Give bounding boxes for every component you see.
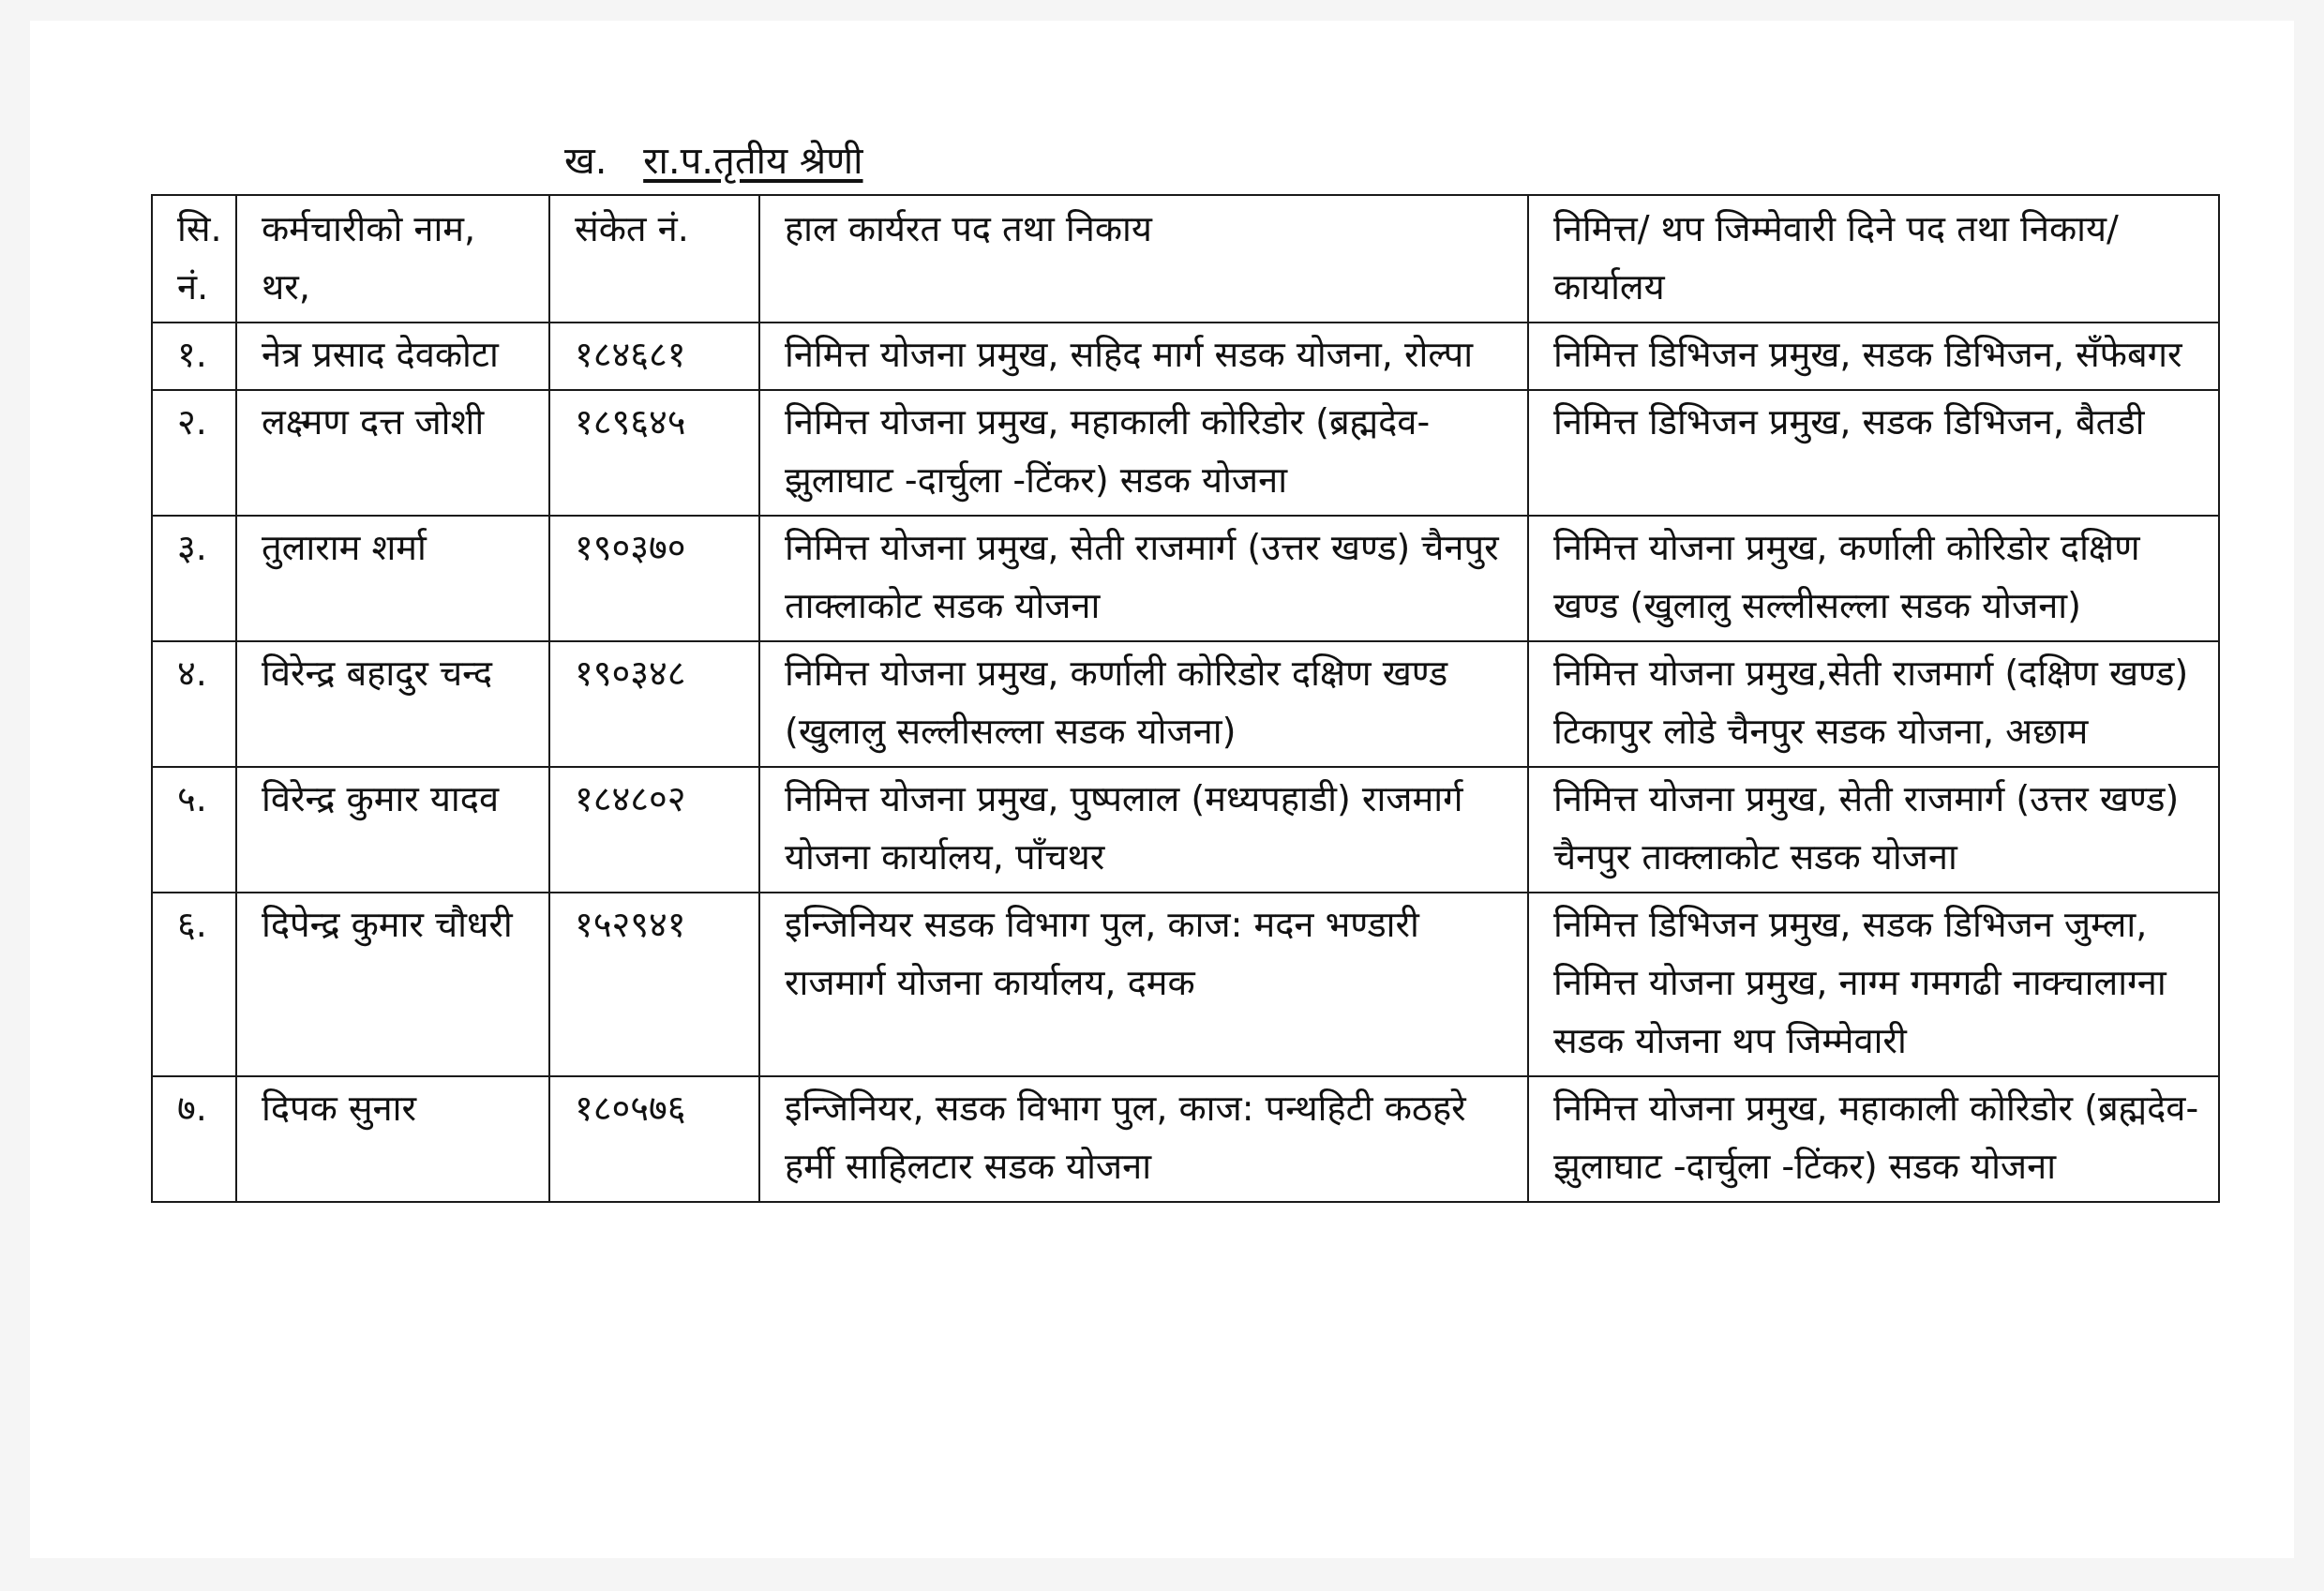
cell-serial-number: ४. (152, 641, 236, 767)
cell-assigned-post: निमित्त डिभिजन प्रमुख, सडक डिभिजन, सँफेबगर (1528, 323, 2219, 390)
cell-assigned-post: निमित्त डिभिजन प्रमुख, सडक डिभिजन, बैतडी (1528, 390, 2219, 516)
header-current-post: हाल कार्यरत पद तथा निकाय (759, 195, 1528, 323)
header-assigned-post: निमित्त/ थप जिम्मेवारी दिने पद तथा निकाय/कार्यालय (1528, 195, 2219, 323)
cell-employee-name: विरेन्द्र कुमार यादव (236, 767, 549, 893)
cell-code-number: १८४८०२ (549, 767, 759, 893)
header-code-number: संकेत नं. (549, 195, 759, 323)
cell-employee-name: दिपक सुनार (236, 1076, 549, 1202)
cell-assigned-post: निमित्त योजना प्रमुख, कर्णाली कोरिडोर दक्षिण खण्ड (खुलालु सल्लीसल्ला सडक योजना) (1528, 516, 2219, 641)
cell-current-post: निमित्त योजना प्रमुख, कर्णाली कोरिडोर दक्षिण खण्ड (खुलालु सल्लीसल्ला सडक योजना) (759, 641, 1528, 767)
header-employee-name: कर्मचारीको नाम, थर, (236, 195, 549, 323)
section-prefix: ख. (564, 140, 607, 183)
cell-code-number: १८४६८१ (549, 323, 759, 390)
cell-code-number: १८९६४५ (549, 390, 759, 516)
cell-code-number: १५२९४१ (549, 893, 759, 1076)
staff-assignment-table (151, 194, 2220, 1203)
cell-current-post: इन्जिनियर, सडक विभाग पुल, काज: पन्थहिटी कठहरे हर्मी साहिलटार सडक योजना (759, 1076, 1528, 1202)
cell-current-post: निमित्त योजना प्रमुख, सेती राजमार्ग (उत्तर खण्ड) चैनपुर ताक्लाकोट सडक योजना (759, 516, 1528, 641)
table-row (152, 641, 2219, 767)
cell-assigned-post: निमित्त योजना प्रमुख, महाकाली कोरिडोर (ब्रह्मदेव- झुलाघाट -दार्चुला -टिंकर) सडक योजना (1528, 1076, 2219, 1202)
table-row (152, 893, 2219, 1076)
cell-code-number: १९०३७० (549, 516, 759, 641)
cell-employee-name: नेत्र प्रसाद देवकोटा (236, 323, 549, 390)
header-serial-number: सि. नं. (152, 195, 236, 323)
table-row (152, 767, 2219, 893)
table-row (152, 1076, 2219, 1202)
cell-serial-number: २. (152, 390, 236, 516)
cell-current-post: इन्जिनियर सडक विभाग पुल, काज: मदन भण्डारी राजमार्ग योजना कार्यालय, दमक (759, 893, 1528, 1076)
cell-assigned-post: निमित्त योजना प्रमुख,सेती राजमार्ग (दक्षिण खण्ड) टिकापुर लोडे चैनपुर सडक योजना, अछाम (1528, 641, 2219, 767)
cell-current-post: निमित्त योजना प्रमुख, पुष्पलाल (मध्यपहाडी) राजमार्ग योजना कार्यालय, पाँचथर (759, 767, 1528, 893)
cell-employee-name: दिपेन्द्र कुमार चौधरी (236, 893, 549, 1076)
cell-serial-number: ३. (152, 516, 236, 641)
table-row (152, 390, 2219, 516)
table-row (152, 516, 2219, 641)
cell-assigned-post: निमित्त डिभिजन प्रमुख, सडक डिभिजन जुम्ला, निमित्त योजना प्रमुख, नाग्म गमगढी नाक्चालाग्ना सडक योजना थप जिम्मेवारी (1528, 893, 2219, 1076)
cell-assigned-post: निमित्त योजना प्रमुख, सेती राजमार्ग (उत्तर खण्ड) चैनपुर ताक्लाकोट सडक योजना (1528, 767, 2219, 893)
cell-code-number: १९०३४८ (549, 641, 759, 767)
cell-current-post: निमित्त योजना प्रमुख, महाकाली कोरिडोर (ब्रह्मदेव- झुलाघाट -दार्चुला -टिंकर) सडक योजना (759, 390, 1528, 516)
cell-employee-name: लक्ष्मण दत्त जोशी (236, 390, 549, 516)
cell-current-post: निमित्त योजना प्रमुख, सहिद मार्ग सडक योजना, रोल्पा (759, 323, 1528, 390)
cell-serial-number: ५. (152, 767, 236, 893)
cell-employee-name: विरेन्द्र बहादुर चन्द (236, 641, 549, 767)
cell-serial-number: ७. (152, 1076, 236, 1202)
cell-code-number: १८०५७६ (549, 1076, 759, 1202)
table-header-row (152, 195, 2219, 323)
cell-serial-number: १. (152, 323, 236, 390)
document-page (30, 21, 2294, 1558)
section-heading (564, 141, 863, 182)
cell-employee-name: तुलाराम शर्मा (236, 516, 549, 641)
cell-serial-number: ६. (152, 893, 236, 1076)
table-row (152, 323, 2219, 390)
section-title: रा.प.तृतीय श्रेणी (643, 140, 863, 183)
